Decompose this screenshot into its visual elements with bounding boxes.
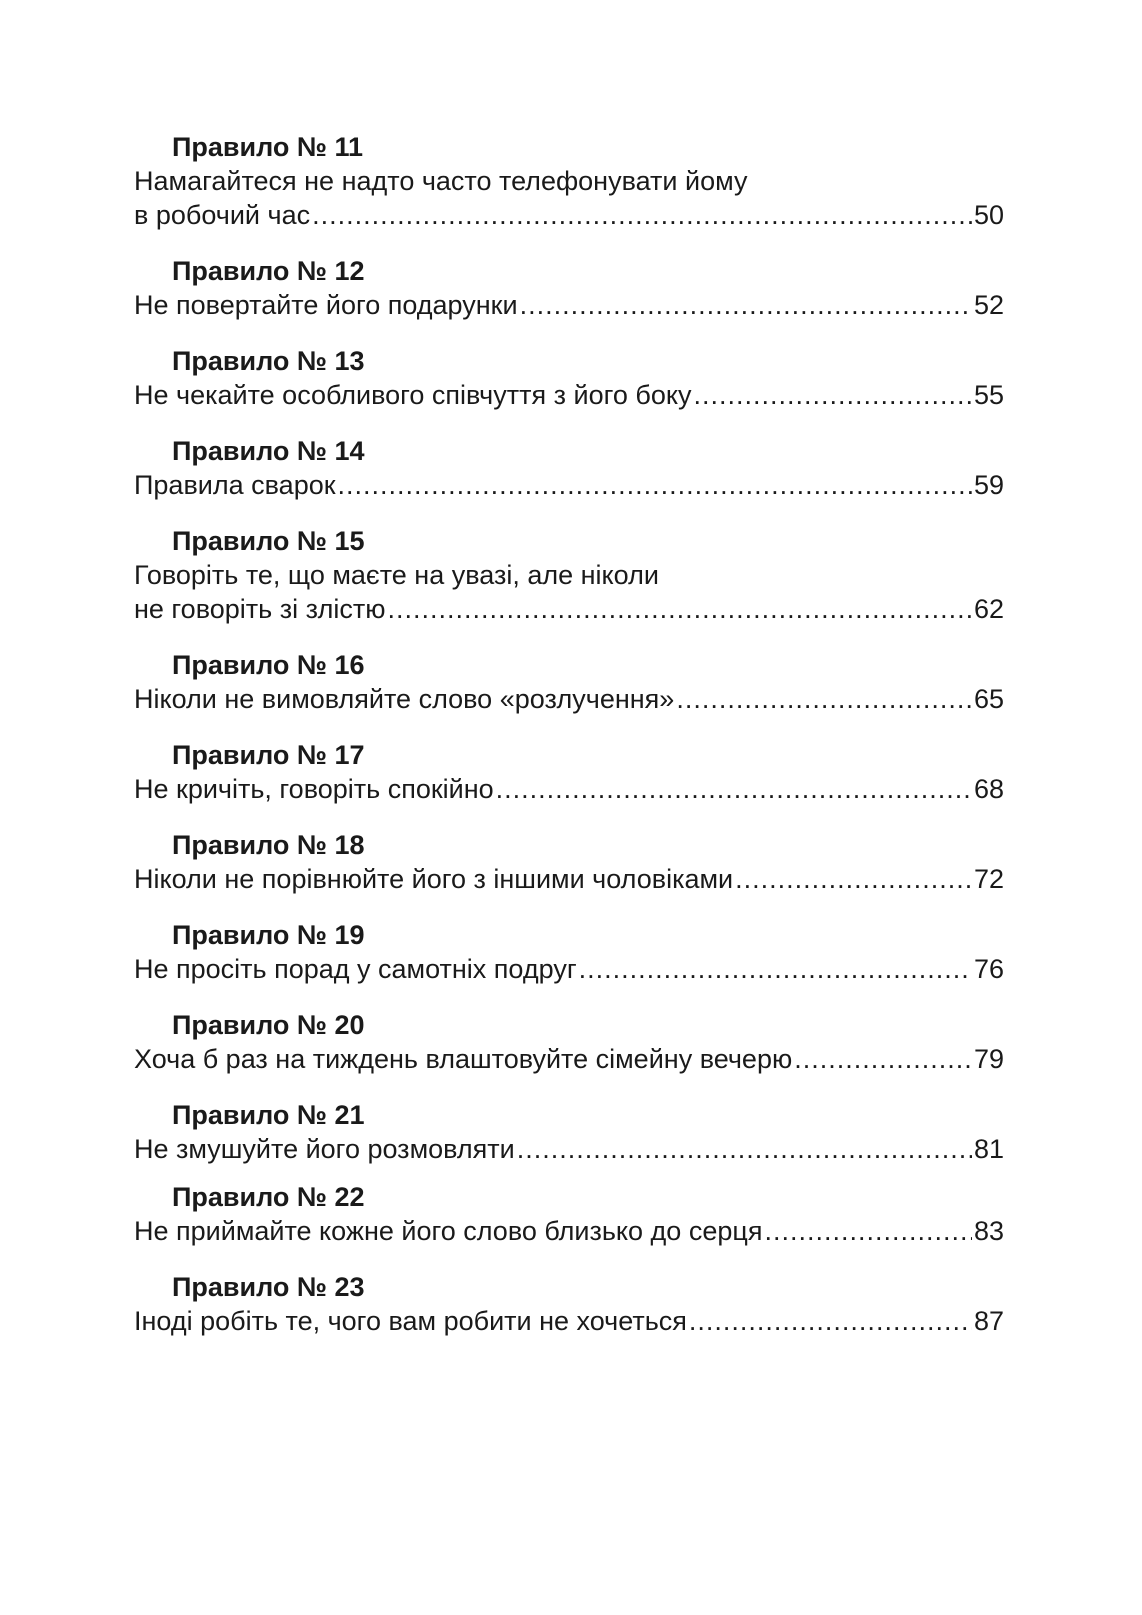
rule-title-with-page — [134, 1304, 1004, 1338]
rule-title: Хоча б раз на тиждень влаштовуйте сімейну вечерю — [134, 1044, 793, 1074]
rule-heading: Правило № 23 — [172, 1272, 365, 1302]
toc-entry — [134, 254, 1004, 322]
rule-heading: Правило № 13 — [172, 346, 365, 376]
toc-entry — [134, 828, 1004, 896]
toc-entry — [134, 434, 1004, 502]
toc-entry — [134, 918, 1004, 986]
rule-title: Не приймайте кожне його слово близько до серця — [134, 1216, 763, 1246]
rule-title: в робочий час — [134, 200, 311, 230]
rule-title: не говоріть зі злістю — [134, 594, 386, 624]
rule-heading: Правило № 18 — [172, 830, 365, 860]
toc-entry — [134, 344, 1004, 412]
dot-leader — [579, 952, 972, 986]
rule-title-line: Намагайтеся не надто часто телефонувати йому — [134, 166, 748, 196]
toc-entry — [134, 738, 1004, 806]
rule-heading: Правило № 21 — [172, 1100, 365, 1130]
dot-leader — [689, 1304, 972, 1338]
rule-title-with-page — [134, 592, 1004, 626]
page-number: 83 — [973, 1216, 1004, 1246]
rule-title: Не просіть порад у самотніх подруг — [134, 954, 577, 984]
rule-title-with-page — [134, 198, 1004, 232]
dot-leader — [496, 772, 972, 806]
dot-leader — [735, 862, 972, 896]
toc-entry — [134, 130, 1004, 232]
rule-title-with-page — [134, 288, 1004, 322]
dot-leader — [388, 592, 972, 626]
rule-title: Правила сварок — [134, 470, 336, 500]
page-number: 65 — [973, 684, 1004, 714]
page-number: 81 — [973, 1134, 1004, 1164]
rule-title-with-page — [134, 772, 1004, 806]
page-number: 55 — [973, 380, 1004, 410]
rule-heading: Правило № 12 — [172, 256, 365, 286]
rule-title: Ніколи не порівнюйте його з іншими чоловіками — [134, 864, 734, 894]
page-number: 52 — [973, 290, 1004, 320]
rule-heading: Правило № 17 — [172, 740, 365, 770]
rule-title: Не кричіть, говоріть спокійно — [134, 774, 494, 804]
rule-title-with-page — [134, 1042, 1004, 1076]
dot-leader — [338, 468, 972, 502]
dot-leader — [676, 682, 972, 716]
dot-leader — [764, 1214, 972, 1248]
rule-title-with-page — [134, 1214, 1004, 1248]
rule-title-with-page — [134, 682, 1004, 716]
rule-title-line: Говоріть те, що маєте на увазі, але ніколи — [134, 560, 659, 590]
rule-heading: Правило № 11 — [172, 132, 364, 162]
rule-heading: Правило № 19 — [172, 920, 365, 950]
rule-title: Іноді робіть те, чого вам робити не хочеться — [134, 1306, 687, 1336]
toc-entry — [134, 1180, 1004, 1248]
page-number: 62 — [973, 594, 1004, 624]
dot-leader — [693, 378, 971, 412]
rule-title-with-page — [134, 378, 1004, 412]
rule-title: Не повертайте його подарунки — [134, 290, 518, 320]
rule-title: Не змушуйте його розмовляти — [134, 1134, 515, 1164]
toc-entry — [134, 1098, 1004, 1166]
toc-entry — [134, 648, 1004, 716]
page-number: 79 — [973, 1044, 1004, 1074]
rule-heading: Правило № 14 — [172, 436, 365, 466]
dot-leader — [517, 1132, 972, 1166]
page-number: 87 — [973, 1306, 1004, 1336]
rule-heading: Правило № 16 — [172, 650, 365, 680]
rule-title: Не чекайте особливого співчуття з його боку — [134, 380, 692, 410]
rule-heading: Правило № 15 — [172, 526, 365, 556]
rule-heading: Правило № 22 — [172, 1182, 365, 1212]
page-number: 59 — [973, 470, 1004, 500]
page-number: 50 — [973, 200, 1004, 230]
rule-title-with-page — [134, 862, 1004, 896]
table-of-contents — [134, 130, 1004, 1360]
dot-leader — [312, 198, 972, 232]
dot-leader — [520, 288, 972, 322]
page-number: 76 — [973, 954, 1004, 984]
rule-title-with-page — [134, 468, 1004, 502]
rule-heading: Правило № 20 — [172, 1010, 365, 1040]
toc-entry — [134, 1008, 1004, 1076]
toc-entry — [134, 1270, 1004, 1338]
page-number: 72 — [973, 864, 1004, 894]
page-number: 68 — [973, 774, 1004, 804]
rule-title: Ніколи не вимовляйте слово «розлучення» — [134, 684, 675, 714]
dot-leader — [794, 1042, 972, 1076]
rule-title-with-page — [134, 952, 1004, 986]
rule-title-with-page — [134, 1132, 1004, 1166]
toc-entry — [134, 524, 1004, 626]
